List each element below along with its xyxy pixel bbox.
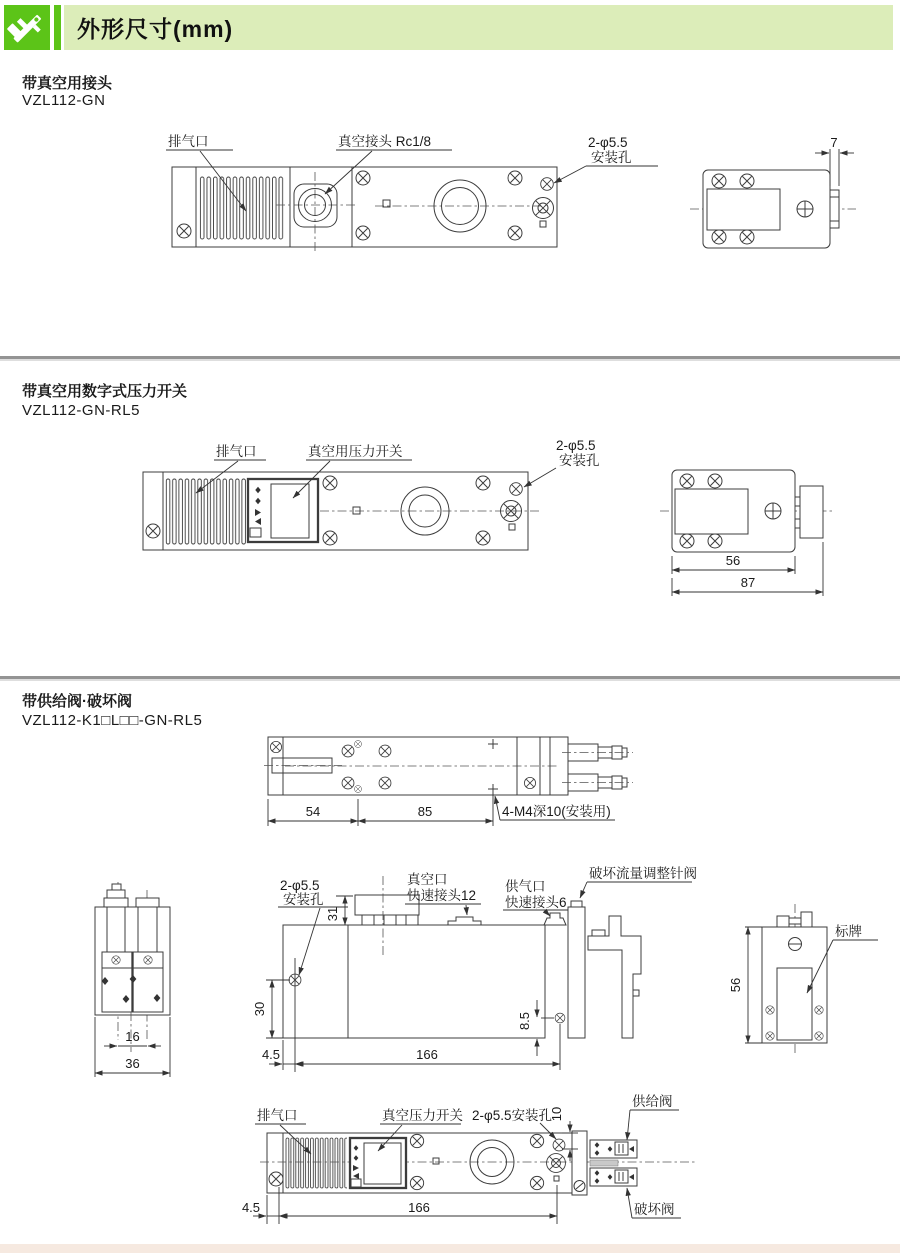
- s3-nameplate-label: 标牌: [835, 924, 862, 939]
- caliper-icon: [4, 5, 50, 50]
- s2-dim-56: [672, 553, 795, 574]
- s3-dim8-5-label: 8.5: [517, 1011, 532, 1031]
- s1-mount-label-2: 安装孔: [591, 150, 632, 165]
- section1-title: 带真空用接头: [22, 75, 113, 92]
- s3-stepped-bracket: [588, 916, 641, 1038]
- section1-model: VZL112-GN: [22, 92, 106, 109]
- s3-vport-label-2: 快速接头12: [407, 888, 477, 903]
- s3-top-dims: [268, 794, 493, 826]
- s3-bottom-view: [260, 1131, 695, 1195]
- section-divider-2: [0, 676, 900, 679]
- s3-dim54-label: 54: [305, 804, 321, 819]
- section3-model: VZL112-K1□L□□-GN-RL5: [22, 712, 203, 729]
- s3-callout-thread: [495, 796, 615, 820]
- s2-dim56-label: 56: [725, 553, 741, 568]
- s3-mount-label: 2-φ5.5安装孔: [472, 1108, 553, 1123]
- s3-side-view: [728, 904, 878, 1056]
- section2-drawing: [0, 430, 900, 685]
- s1-mount-label-1: 2-φ5.5: [588, 135, 628, 150]
- section-divider-1: [0, 356, 900, 359]
- section3-top-view-drawing: [0, 725, 900, 837]
- s3-dim36-label: 36: [125, 1056, 140, 1071]
- s1-exhaust-label: 排气口: [168, 134, 209, 149]
- s1-dim7-label: 7: [830, 135, 838, 150]
- s3-front-view: [252, 865, 697, 1072]
- s3-dim166-label: 166: [416, 1047, 438, 1062]
- s3-callout-break-valve: [627, 1188, 681, 1218]
- s3-end-view: [95, 882, 170, 1077]
- s3-top-fitting-2: [562, 774, 633, 791]
- s3-switch-label: 真空压力开关: [382, 1108, 463, 1123]
- s3-mount-label-2: 安装孔: [283, 892, 324, 907]
- s3-callout-needle-valve: [580, 865, 697, 898]
- s3-sport-label-2: 快速接头6: [505, 895, 567, 910]
- s3-break-valve: [590, 1168, 637, 1186]
- s3-vport-label-1: 真空口: [407, 872, 448, 887]
- section2-model: VZL112-GN-RL5: [22, 402, 140, 419]
- section3-middle-drawing: [0, 860, 900, 1078]
- s3-dim16-label: 16: [125, 1029, 140, 1044]
- s3-bottom-dim166-label: 166: [408, 1200, 430, 1215]
- section1-drawing: [0, 125, 900, 340]
- s3-top-view: [264, 737, 633, 795]
- s3-supply-valve-label: 供给阀: [632, 1094, 673, 1109]
- s3-break-valve-label: 破坏阀: [634, 1202, 675, 1217]
- s3-vacuum-port: [448, 917, 481, 925]
- s3-dim30-label: 30: [252, 1001, 267, 1017]
- header-accent-bar: [54, 5, 61, 50]
- s3-dim-16: [104, 1029, 161, 1046]
- s3-needle-label: 破坏流量调整针阀: [589, 866, 697, 881]
- s3-dim56-label: 56: [728, 977, 743, 993]
- s3-supply-valve: [590, 1140, 637, 1158]
- s3-thread-label: 4-M4深10(安装用): [502, 804, 611, 819]
- page-bottom-strip: [0, 1244, 900, 1253]
- s2-side-view: [660, 470, 832, 552]
- s1-front-view: [172, 167, 557, 253]
- s3-callout-supply-port: [503, 879, 568, 916]
- s2-callout-mounting-hole: [524, 438, 600, 487]
- s3-mount-label-1: 2-φ5.5: [280, 878, 320, 893]
- page-title: 外形尺寸(mm): [77, 16, 234, 42]
- s3-sport-label-1: 供气口: [505, 879, 546, 894]
- s3-callout-supply-valve: [627, 1093, 679, 1140]
- s2-mount-label-2: 安装孔: [559, 453, 600, 468]
- s3-dim-56: [728, 927, 762, 1043]
- s1-vacuum-connector-label: 真空接头 Rc1/8: [338, 134, 432, 149]
- s3-needle-valve-body: [568, 907, 585, 1038]
- s3-dim31-label: 31: [325, 906, 340, 922]
- s2-front-view: [143, 472, 540, 550]
- s3-bottom-dim4-5-label: 4.5: [241, 1200, 261, 1215]
- section2-title: 带真空用数字式压力开关: [22, 383, 188, 400]
- s2-dim87-label: 87: [740, 575, 756, 590]
- s3-dim-36: [95, 1017, 170, 1077]
- s3-dim85-label: 85: [417, 804, 433, 819]
- section3-bottom-drawing: [0, 1090, 900, 1253]
- s3-exhaust-label: 排气口: [257, 1108, 298, 1123]
- s3-dim4-5-label: 4.5: [261, 1047, 281, 1062]
- s1-callout-mounting-hole: [554, 135, 658, 183]
- s3-top-fitting-1: [562, 744, 633, 761]
- header-banner: [64, 5, 893, 50]
- section3-title: 带供给阀·破坏阀: [22, 693, 132, 710]
- s2-switch-label: 真空用压力开关: [308, 444, 403, 459]
- s3-supply-port: [544, 913, 566, 925]
- s3-dim-31: [325, 896, 353, 925]
- s3-dim10-label: 10: [549, 1106, 564, 1122]
- s1-side-view: [690, 170, 856, 248]
- s2-mount-label-1: 2-φ5.5: [556, 438, 596, 453]
- s2-exhaust-label: 排气口: [216, 444, 257, 459]
